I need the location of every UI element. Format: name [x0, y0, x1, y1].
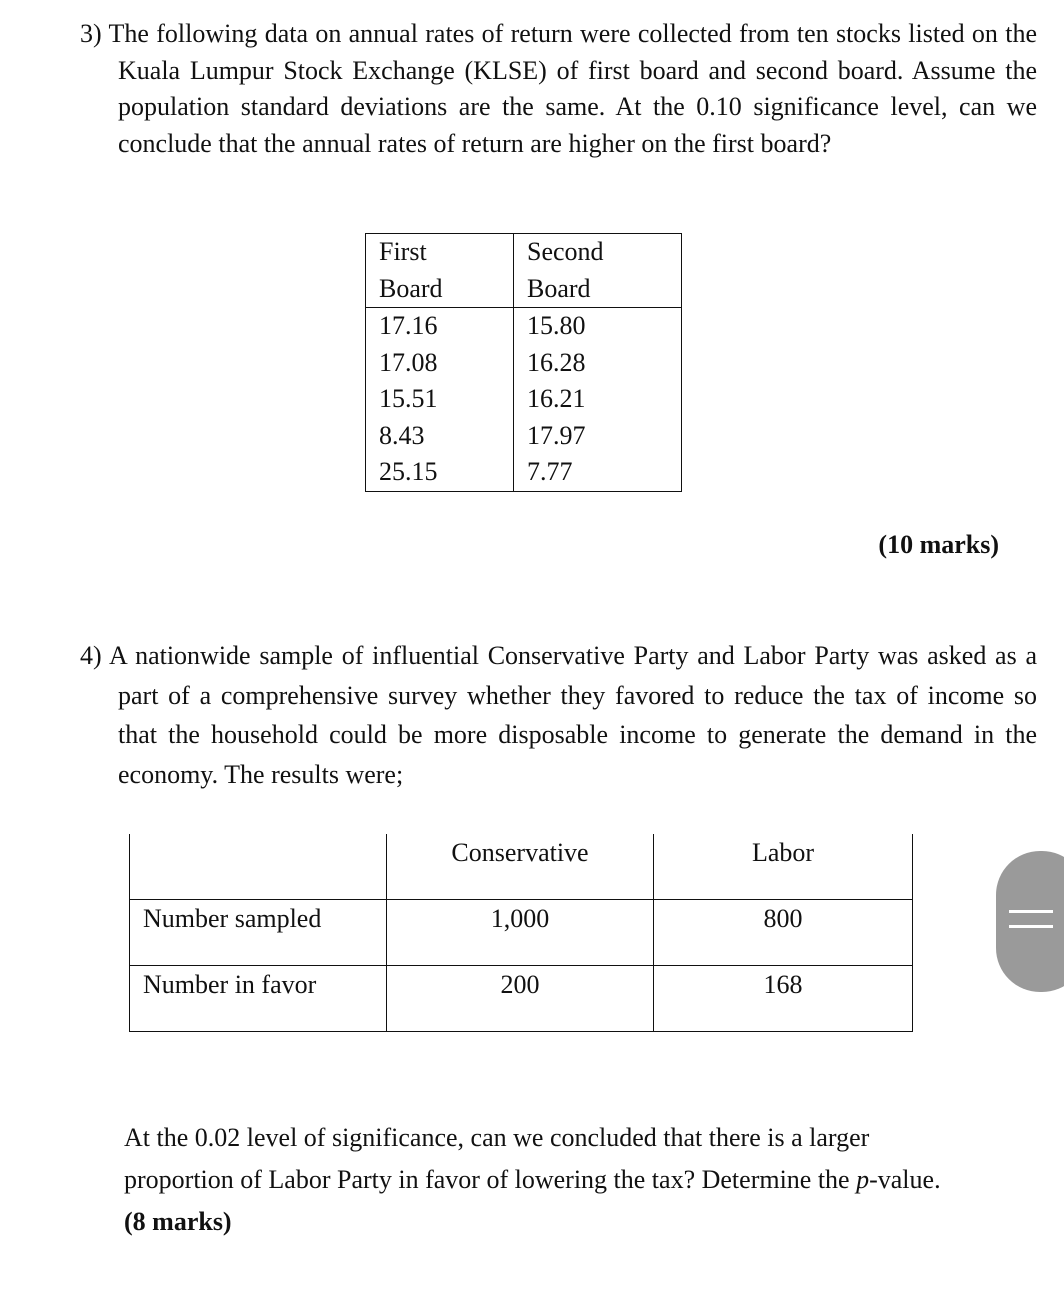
question-4-body: A nationwide sample of influential Conservative Party and Labor Party was asked as a part of a comprehensive survey whether they favored to reduce the tax of income so that the household could be more disposable income to generate the demand in the economy. The results were; — [108, 641, 1037, 790]
question-3-number: 3) — [80, 19, 102, 48]
header-first-board: First Board — [366, 234, 514, 308]
table-row — [130, 900, 913, 966]
header-second-board: Second Board — [514, 234, 682, 308]
party-survey-table — [129, 834, 913, 1032]
side-panel-handle[interactable] — [996, 851, 1064, 992]
returns-table-header-row — [366, 234, 682, 308]
first-board-value: 25.15 — [366, 454, 514, 491]
first-board-value: 17.08 — [366, 345, 514, 382]
labor-value: 168 — [654, 966, 913, 1032]
row-label: Number in favor — [130, 966, 387, 1032]
labor-value: 800 — [654, 900, 913, 966]
table-row — [366, 308, 682, 345]
row-label: Number sampled — [130, 900, 387, 966]
double-bar-handle-icon — [1009, 910, 1053, 913]
question-4-text — [80, 636, 1037, 795]
double-bar-handle-icon — [1009, 925, 1053, 928]
first-board-value: 17.16 — [366, 308, 514, 345]
conservative-value: 1,000 — [387, 900, 654, 966]
question-3-body: The following data on annual rates of return were collected from ten stocks listed on the Kuala Lumpur Stock Exchange (KLSE) of first board and second board. Assume the population standard deviations are the same. At the 0.10 significance level, can we conclude that the annual rates of return are higher on the first board? — [108, 19, 1038, 158]
question-3-text — [80, 16, 1037, 162]
table-row — [366, 345, 682, 382]
table-row — [366, 381, 682, 418]
second-board-value: 15.80 — [514, 308, 682, 345]
header-labor: Labor — [654, 834, 913, 900]
returns-table — [365, 233, 682, 492]
first-board-value: 15.51 — [366, 381, 514, 418]
table-row — [366, 418, 682, 455]
second-board-value: 17.97 — [514, 418, 682, 455]
question-4-marks: (8 marks) — [124, 1207, 232, 1236]
second-board-value: 16.21 — [514, 381, 682, 418]
header-blank — [130, 834, 387, 900]
table-row — [130, 966, 913, 1032]
table-row — [366, 454, 682, 491]
second-board-value: 7.77 — [514, 454, 682, 491]
question-4-subquestion: At the 0.02 level of significance, can we concluded that there is a larger proportion of Labor Party in favor of lowering the tax? Determine the p-value. (8 marks) — [124, 1123, 941, 1236]
header-conservative: Conservative — [387, 834, 654, 900]
p-symbol: p — [856, 1165, 870, 1194]
question-4-number: 4) — [80, 641, 102, 670]
question-3-marks: (10 marks) — [878, 530, 999, 559]
conservative-value: 200 — [387, 966, 654, 1032]
second-board-value: 16.28 — [514, 345, 682, 382]
party-table-header-row — [130, 834, 913, 900]
first-board-value: 8.43 — [366, 418, 514, 455]
